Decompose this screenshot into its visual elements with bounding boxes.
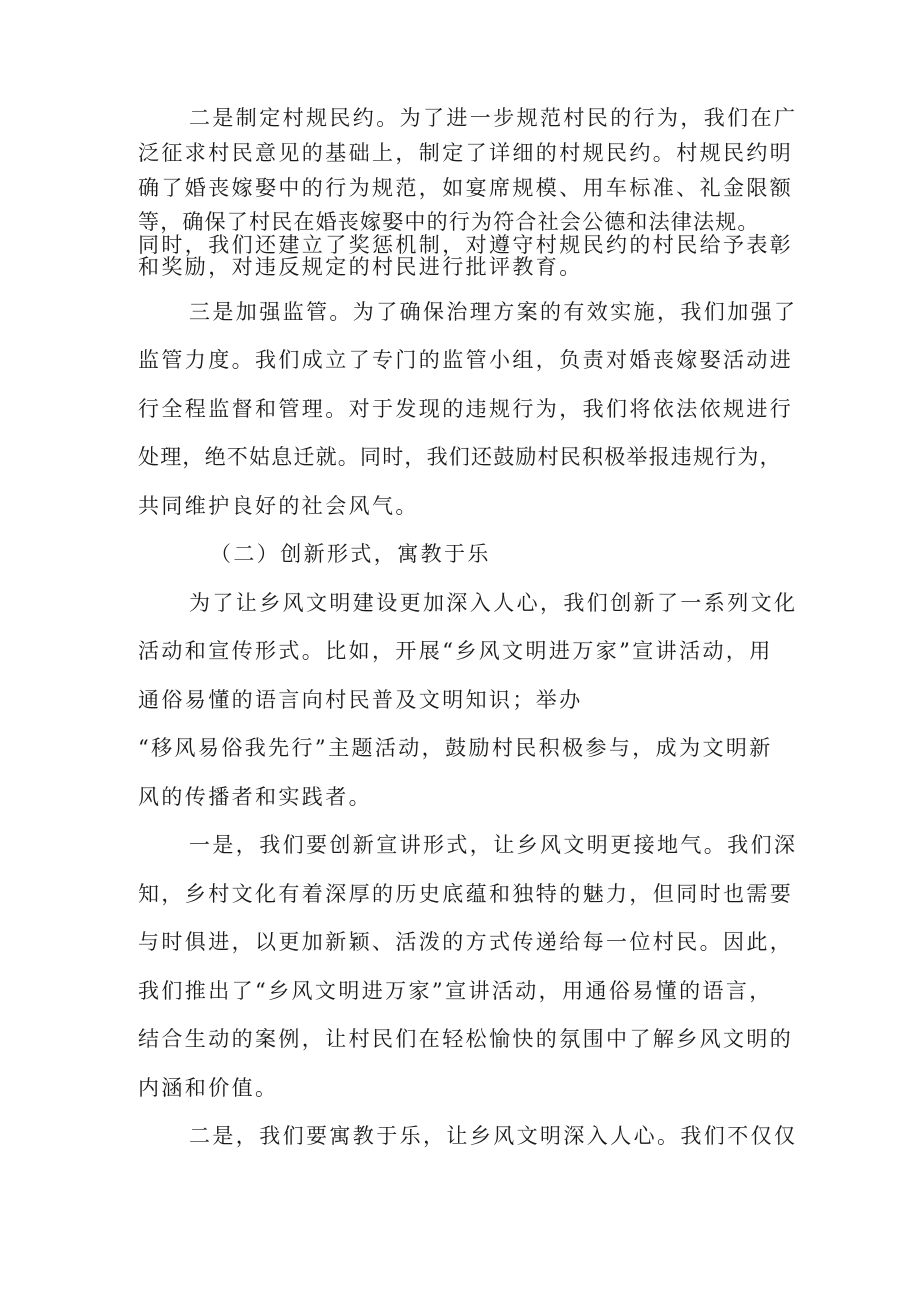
paragraph-1-line-6: 和奖励，对违反规定的村民进行批评教育。 [138, 255, 583, 279]
paragraph-5-line-1: 二是，我们要寓教于乐，让乡风文明深入人心。我们不仅仅 [189, 1124, 798, 1148]
paragraph-2-line-1: 三是加强监管。为了确保治理方案的有效实施，我们加强了 [189, 300, 798, 324]
paragraph-1-line-5: 同时，我们还建立了奖惩机制，对遵守村规民约的村民给予表彰 [138, 233, 794, 257]
paragraph-2-line-5: 共同维护良好的社会风气。 [138, 494, 419, 518]
paragraph-4-line-6: 内涵和价值。 [138, 1076, 279, 1100]
section-heading: （二）创新形式，寓教于乐 [210, 542, 491, 566]
paragraph-1-line-4: 等，确保了村民在婚丧嫁娶中的行为符合社会公德和法律法规。 [138, 210, 760, 234]
paragraph-3-line-2: 活动和宣传形式。比如，开展“乡风文明进万家”宣讲活动，用 [138, 639, 773, 663]
paragraph-2-line-3: 行全程监督和管理。对于发现的违规行为，我们将依法依规进行 [138, 397, 794, 421]
paragraph-1-line-3: 确了婚丧嫁娶中的行为规范，如宴席规模、用车标准、礼金限额 [138, 176, 794, 200]
paragraph-4-line-5: 结合生动的案例，让村民们在轻松愉快的氛围中了解乡风文明的 [138, 1027, 794, 1051]
paragraph-2-line-2: 监管力度。我们成立了专门的监管小组，负责对婚丧嫁娶活动进 [138, 348, 794, 372]
paragraph-3-line-3: 通俗易懂的语言向村民普及文明知识；举办 [138, 688, 583, 712]
paragraph-4-line-3: 与时俱进，以更加新颖、活泼的方式传递给每一位村民。因此， [138, 930, 794, 954]
paragraph-2-line-4: 处理，绝不姑息迁就。同时，我们还鼓励村民积极举报违规行为， [138, 445, 782, 469]
paragraph-4-line-2: 知，乡村文化有着深厚的历史底蕴和独特的魅力，但同时也需要 [138, 882, 794, 906]
paragraph-1-line-2: 泛征求村民意见的基础上，制定了详细的村规民约。村规民约明 [138, 141, 794, 165]
paragraph-3-line-4: “移风易俗我先行”主题活动，鼓励村民积极参与，成为文明新 [138, 736, 773, 760]
paragraph-3-line-5: 风的传播者和实践者。 [138, 785, 372, 809]
paragraph-4-line-1: 一是，我们要创新宣讲形式，让乡风文明更接地气。我们深 [189, 833, 798, 857]
paragraph-4-line-4: 我们推出了“乡风文明进万家”宣讲活动，用通俗易懂的语言， [138, 979, 773, 1003]
paragraph-1-line-1: 二是制定村规民约。为了进一步规范村民的行为，我们在广 [189, 106, 798, 130]
paragraph-3-line-1: 为了让乡风文明建设更加深入人心，我们创新了一系列文化 [189, 591, 798, 615]
